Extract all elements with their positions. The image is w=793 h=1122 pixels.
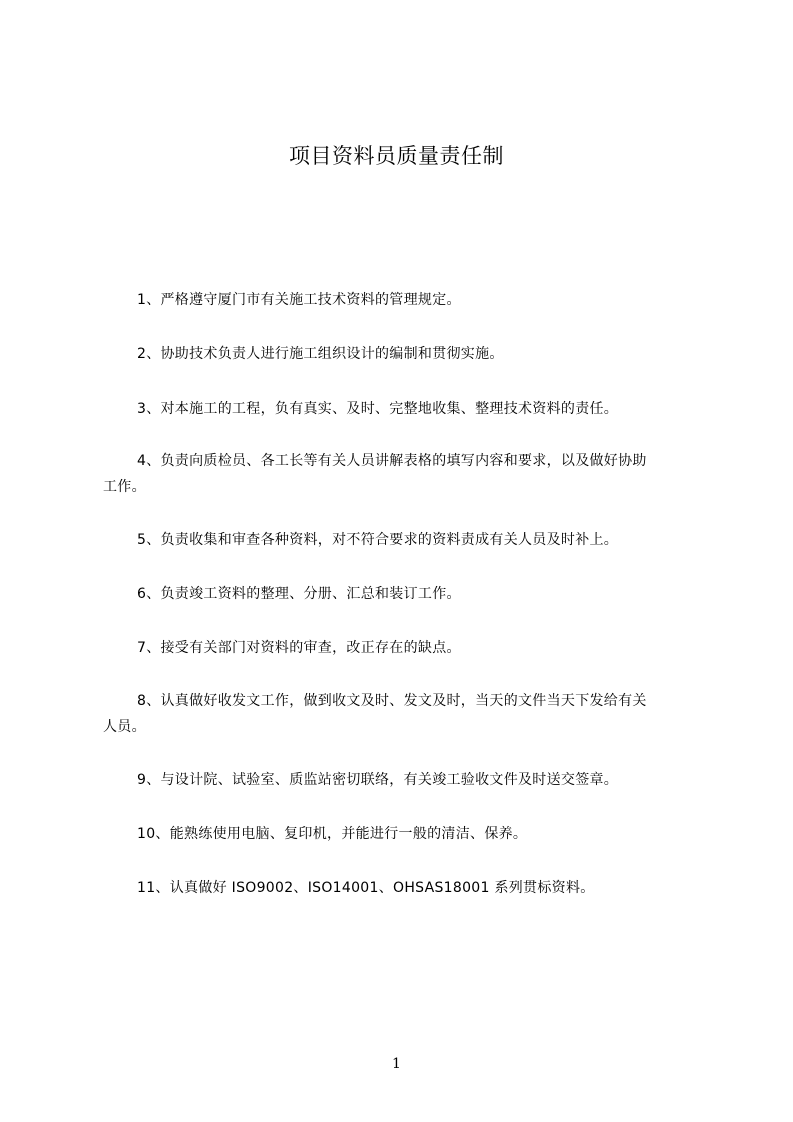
list-item: 5、负责收集和审查各种资料，对不符合要求的资料责成有关人员及时补上。 [137, 532, 619, 548]
list-item-line: 8、认真做好收发文工作，做到收文及时、发文及时，当天的文件当天下发给有关 [137, 693, 647, 709]
list-item: 11、认真做好 ISO9002、ISO14001、OHSAS18001 系列贯标资料。 [137, 880, 595, 896]
list-item: 6、负责竣工资料的整理、分册、汇总和装订工作。 [137, 586, 461, 602]
list-item: 9、与设计院、试验室、质监站密切联络，有关竣工验收文件及时送交签章。 [137, 772, 619, 788]
list-item [103, 448, 718, 500]
list-item: 1、严格遵守厦门市有关施工技术资料的管理规定。 [137, 292, 461, 308]
document-title: 项目资料员质量责任制 [289, 144, 504, 168]
list-item: 10、能熟练使用电脑、复印机，并能进行一般的清洁、保养。 [137, 826, 528, 842]
list-item: 3、对本施工的工程，负有真实、及时、完整地收集、整理技术资料的责任。 [137, 401, 619, 417]
list-item: 7、接受有关部门对资料的审查，改正存在的缺点。 [137, 640, 461, 656]
list-item-line: 工作。 [103, 479, 146, 495]
page-number: 1 [392, 1056, 401, 1072]
list-item: 2、协助技术负责人进行施工组织设计的编制和贯彻实施。 [137, 346, 504, 362]
list-item [103, 688, 718, 740]
list-item-line: 人员。 [103, 719, 146, 735]
list-item-line: 4、负责向质检员、各工长等有关人员讲解表格的填写内容和要求，以及做好协助 [137, 453, 647, 469]
